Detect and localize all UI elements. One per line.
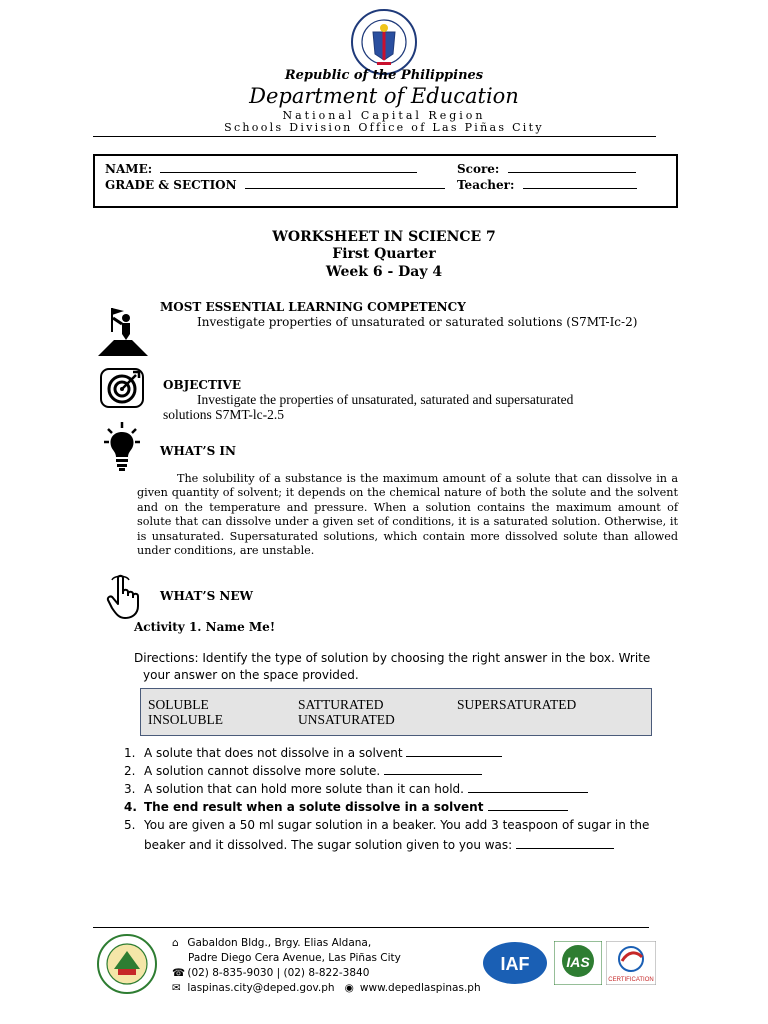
choice-soluble: SOLUBLE xyxy=(148,697,209,712)
flag-climber-icon xyxy=(98,304,148,356)
question-number: 3. xyxy=(124,782,136,796)
question-number: 5. xyxy=(124,818,136,832)
directions-line1: Directions: Identify the type of solution by choosing the right answer in the box. Write xyxy=(134,651,651,665)
melc-heading: MOST ESSENTIAL LEARNING COMPETENCY xyxy=(160,300,466,314)
department-heading: Department of Education xyxy=(249,84,519,108)
question-text-continued: beaker and it dissolved. The sugar solution given to you was: xyxy=(144,838,513,852)
email-link[interactable]: laspinas.city@deped.gov.ph xyxy=(187,982,335,994)
grade-label: GRADE & SECTION xyxy=(105,178,237,192)
teacher-label: Teacher: xyxy=(457,178,515,192)
address-line1: Gabaldon Bldg., Brgy. Elias Aldana, xyxy=(187,937,372,949)
name-field[interactable] xyxy=(160,162,417,173)
question-text: A solute that does not dissolve in a solvent xyxy=(144,746,403,760)
week-day-title: Week 6 - Day 4 xyxy=(325,264,443,280)
address-row-2 xyxy=(172,951,481,966)
question-text: You are given a 50 ml sugar solution in a beaker. You add 3 teaspoon of sugar in the xyxy=(144,818,650,832)
certification-text: CERTIFICATION xyxy=(608,977,654,983)
question-text: A solution cannot dissolve more solute. xyxy=(144,764,381,778)
teacher-field[interactable] xyxy=(523,178,637,189)
answer-blank[interactable] xyxy=(488,798,568,811)
footer-contact xyxy=(172,936,481,996)
iaf-text: IAF xyxy=(500,954,530,974)
objective-heading: OBJECTIVE xyxy=(163,378,241,392)
email-icon: ✉ xyxy=(172,982,181,994)
website-link[interactable]: www.depedlaspinas.ph xyxy=(359,982,481,994)
quarter-title: First Quarter xyxy=(332,246,436,262)
teacher-row xyxy=(457,178,637,192)
lightbulb-icon xyxy=(100,420,144,472)
ias-text: IAS xyxy=(566,954,590,970)
melc-text: Investigate properties of unsaturated or saturated solutions (S7MT-Ic-2) xyxy=(197,315,638,329)
score-row xyxy=(457,162,636,176)
answer-blank[interactable] xyxy=(468,780,588,793)
address-line2: Padre Diego Cera Avenue, Las Piñas City xyxy=(188,952,401,964)
question-text: The end result when a solute dissolve in a solvent xyxy=(144,800,484,814)
choice-insoluble: INSOLUBLE xyxy=(148,712,223,727)
question-item-continued xyxy=(124,836,684,854)
choices-box xyxy=(140,688,652,736)
answer-blank[interactable] xyxy=(406,744,502,757)
question-item xyxy=(124,762,684,780)
footer-divider xyxy=(93,927,649,928)
header-divider xyxy=(93,136,656,137)
directions-line2: your answer on the space provided. xyxy=(143,668,359,682)
certification-logo xyxy=(606,941,656,985)
answer-blank[interactable] xyxy=(384,762,482,775)
objective-line1: Investigate the properties of unsaturated, saturated and supersaturated xyxy=(197,392,574,407)
score-label: Score: xyxy=(457,162,500,176)
globe-icon: ◉ xyxy=(344,982,354,994)
answer-blank[interactable] xyxy=(516,836,614,849)
name-label: NAME: xyxy=(105,162,153,176)
worksheet-title: WORKSHEET IN SCIENCE 7 xyxy=(272,229,496,245)
division-heading: Schools Division Office of Las Piñas City xyxy=(224,121,544,134)
email-row xyxy=(172,981,481,996)
whats-in-text: The solubility of a substance is the maximum amount of a solute that can dissolve in a given quantity of solvent; it depends on the chemical nature of both the solute and the solvent and on the temperature and pressure. When a solution contains the maximum amount of solute that can dissolve under a given set of conditions, it is a saturated solution. Otherwise, it is unsaturated. Supersaturated solutions, which contain more dissolved solute than allowed under conditions, are unstable. xyxy=(137,472,678,558)
phone-text: (02) 8-835-9030 | (02) 8-822-3840 xyxy=(187,967,370,979)
choice-unsaturated: UNSATURATED xyxy=(298,712,395,727)
name-row xyxy=(105,162,417,176)
question-item xyxy=(124,816,684,834)
question-item xyxy=(124,744,684,762)
question-text: A solution that can hold more solute than it can hold. xyxy=(144,782,464,796)
grade-section-field[interactable] xyxy=(245,178,445,189)
student-info-box xyxy=(93,154,678,208)
region-heading: National Capital Region xyxy=(282,109,486,122)
phone-icon: ☎ xyxy=(172,967,186,979)
choice-satturated: SATTURATED xyxy=(298,697,384,712)
whats-in-paragraph xyxy=(137,472,678,558)
score-field[interactable] xyxy=(508,162,636,173)
iaf-logo xyxy=(482,941,548,985)
phone-row xyxy=(172,966,481,981)
question-list xyxy=(124,744,684,854)
whats-in-heading: WHAT’S IN xyxy=(160,444,237,458)
objective-line2: solutions S7MT-lc-2.5 xyxy=(163,407,285,422)
home-icon: ⌂ xyxy=(172,937,179,949)
question-item xyxy=(124,798,684,816)
ias-logo xyxy=(554,941,602,985)
target-icon xyxy=(100,368,144,408)
division-seal xyxy=(92,933,162,995)
question-item xyxy=(124,780,684,798)
question-number: 4. xyxy=(124,800,137,814)
pointing-hand-icon xyxy=(106,574,140,620)
choice-supersaturated: SUPERSATURATED xyxy=(457,697,577,712)
grade-row xyxy=(105,178,445,192)
question-number: 1. xyxy=(124,746,136,760)
republic-heading: Republic of the Philippines xyxy=(284,68,484,83)
address-row-1 xyxy=(172,936,481,951)
whats-new-heading: WHAT’S NEW xyxy=(160,589,254,603)
activity-title: Activity 1. Name Me! xyxy=(134,620,276,634)
question-number: 2. xyxy=(124,764,136,778)
deped-seal xyxy=(331,8,437,76)
